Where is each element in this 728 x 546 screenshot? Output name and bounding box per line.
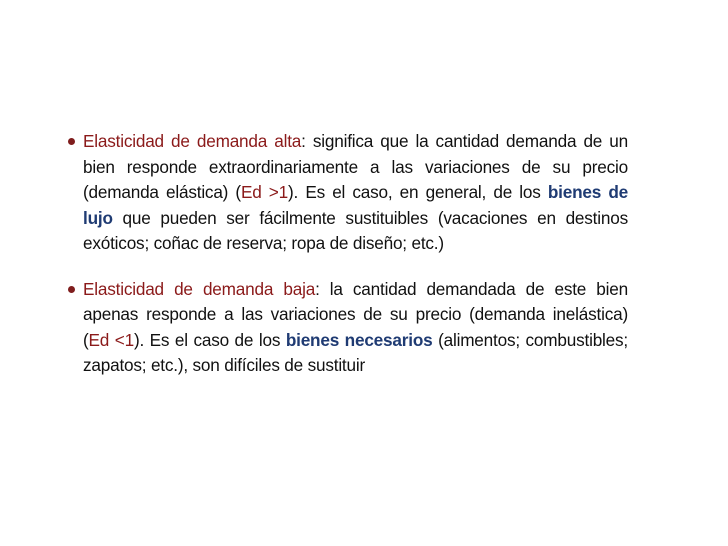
formula-high: Ed >1 [240, 182, 288, 203]
highlight-luxury-goods: bienes de lujo [83, 182, 628, 228]
bullet-list [68, 112, 628, 399]
highlight-necessary-goods: bienes necesarios [285, 329, 433, 350]
bullet-text: (alimentos; combustibles; zapatos; etc.), son difíciles de sustituir [83, 329, 629, 376]
formula-low: Ed <1 [88, 329, 134, 350]
term-high-elasticity: Elasticidad de demanda alta [83, 131, 302, 152]
bullet-high-elasticity [68, 129, 628, 257]
bullet-low-elasticity [68, 277, 628, 379]
bullet-dot [68, 286, 75, 293]
bullet-text: ). Es el caso, en general, de los [288, 182, 548, 203]
bullet-text: ). Es el caso de los [133, 329, 286, 350]
bullet-dot [68, 138, 75, 145]
bullet-text: que pueden ser fácilmente sustituibles (vacaciones en destinos exóticos; coñac de reserva; ropa de diseño; etc.) [83, 207, 628, 254]
bullet-text: : significa que la cantidad demanda de un bien responde extraordinariamente a las variaciones de su precio (demanda elástica) ( [83, 131, 628, 203]
term-low-elasticity: Elasticidad de demanda baja [83, 278, 316, 299]
bullet-text: : la cantidad demandada de este bien apenas responde a las variaciones de su precio (demanda inelástica) ( [83, 278, 628, 350]
